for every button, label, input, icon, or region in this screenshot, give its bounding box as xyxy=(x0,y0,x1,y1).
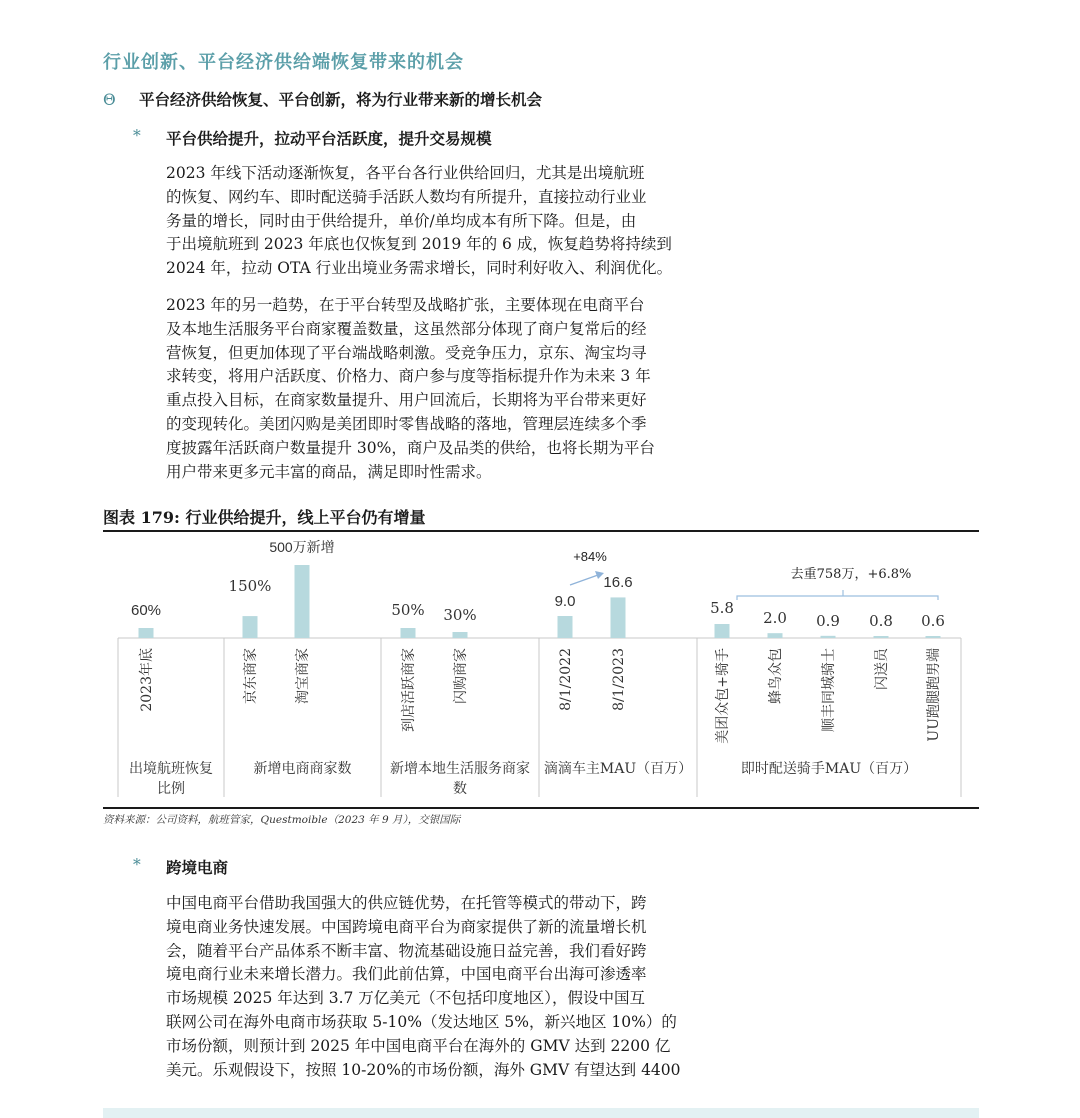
asterisk-bullet-icon: * xyxy=(133,856,141,874)
category-tick-label: 淘宝商家 xyxy=(295,648,311,704)
chart-bar xyxy=(295,565,310,638)
group-label: 新增本地生活服务商家 xyxy=(390,761,530,777)
group-label: 即时配送骑手MAU（百万） xyxy=(740,761,918,777)
bar-value-label: 2.0 xyxy=(763,609,787,627)
para-line: 求转变，将用户活跃度、价格力、商户参与度等指标提升作为未来 3 年 xyxy=(166,367,651,386)
category-tick-label: 8/1/2022 xyxy=(558,648,574,711)
para-line: 营恢复，但更加体现了平台端战略刺激。受竞争压力，京东、淘宝均寻 xyxy=(166,343,647,362)
bar-value-label: 0.9 xyxy=(816,612,840,630)
category-tick-label: 顺丰同城骑士 xyxy=(821,648,837,732)
category-tick-label: UU跑腿跑男端 xyxy=(926,648,942,742)
heading-level2-crossborder xyxy=(133,856,229,878)
section-title: 行业创新、平台经济供给端恢复带来的机会 xyxy=(103,52,464,73)
chart-bar xyxy=(139,628,154,638)
chart-bar xyxy=(768,633,783,638)
bar-value-label: 9.0 xyxy=(554,593,576,610)
group-label: 滴滴车主MAU（百万） xyxy=(543,761,693,777)
theta-bullet-icon: Θ xyxy=(103,91,116,109)
footer-band xyxy=(103,1108,979,1118)
chart-bar xyxy=(926,636,941,638)
bar-value-label: 60% xyxy=(130,602,162,619)
heading-level1-text: 平台经济供给恢复、平台创新，将为行业带来新的增长机会 xyxy=(139,90,543,109)
chart-bar xyxy=(611,597,626,638)
para-line: 2023 年的另一趋势，在于平台转型及战略扩张，主要体现在电商平台 xyxy=(166,296,645,314)
category-tick-label: 到店活跃商家 xyxy=(401,648,417,732)
category-tick-label: 闪购商家 xyxy=(453,648,469,704)
annotation-dedup: 去重758万，+6.8% xyxy=(790,567,912,582)
para-line: 2024 年，拉动 OTA 行业出境业务需求增长，同时利好收入、利润优化。 xyxy=(166,259,673,278)
para-line: 中国电商平台借助我国强大的供应链优势，在托管等模式的带动下，跨 xyxy=(166,894,647,912)
para-line: 的变现转化。美团闪购是美团即时零售战略的落地，管理层连续多个季 xyxy=(166,414,647,433)
heading-level2-crossborder-text: 跨境电商 xyxy=(166,858,229,877)
figure-bottom-rule xyxy=(103,807,979,809)
group-label: 数 xyxy=(453,781,467,797)
chart-bar xyxy=(715,624,730,638)
chart-bar xyxy=(821,636,836,638)
para-line: 于出境航班到 2023 年底也仅恢复到 2019 年的 6 成，恢复趋势将持续到 xyxy=(166,235,672,254)
para-line: 用户带来更多元丰富的商品，满足即时性需求。 xyxy=(166,462,492,481)
annotation-new-merchants: 500万新增 xyxy=(269,539,335,555)
group-label: 新增电商商家数 xyxy=(253,761,352,777)
figure-source: 资料来源：公司资料，航班管家，Questmoible（2023 年 9 月），交银国际 xyxy=(103,814,461,826)
para-line: 境电商业务快速发展。中国跨境电商平台为商家提供了新的流量增长机 xyxy=(166,917,647,936)
para-line: 境电商行业未来增长潜力。我们此前估算，中国电商平台出海可渗透率 xyxy=(166,965,647,984)
para-line: 美元。乐观假设下，按照 10-20%的市场份额，海外 GMV 有望达到 4400 xyxy=(166,1060,681,1079)
chart-bar xyxy=(558,616,573,638)
bar-value-label: 0.6 xyxy=(921,612,945,630)
bar-value-label: 5.8 xyxy=(710,599,734,617)
para-line: 市场规模 2025 年达到 3.7 万亿美元（不包括印度地区），假设中国互 xyxy=(166,989,646,1008)
bar-value-label: 150% xyxy=(228,577,272,595)
para-line: 联网公司在海外电商市场获取 5-10%（发达地区 5%，新兴地区 10%）的 xyxy=(166,1012,677,1031)
para-line: 度披露年活跃商户数量提升 30%，商户及品类的供给，也将长期为平台 xyxy=(166,438,655,457)
para-line: 会，随着平台产品体系不断丰富、物流基础设施日益完善，我们看好跨 xyxy=(166,941,647,960)
para-line: 市场份额，则预计到 2025 年中国电商平台在海外的 GMV 达到 2200 亿 xyxy=(166,1036,671,1055)
category-tick-label: 8/1/2023 xyxy=(611,648,627,711)
bar-value-label: 30% xyxy=(443,606,477,624)
heading-level2-supply-text: 平台供给提升，拉动平台活跃度，提升交易规模 xyxy=(166,129,492,148)
category-tick-label: 蜂鸟众包 xyxy=(768,648,784,704)
bar-value-label: 0.8 xyxy=(869,612,893,630)
para-line: 及本地生活服务平台商家覆盖数量，这虽然部分体现了商户复常后的经 xyxy=(166,319,647,338)
growth-arrow xyxy=(570,575,598,585)
annotation-growth: +84% xyxy=(573,549,607,564)
category-tick-label: 京东商家 xyxy=(243,648,259,704)
chart-bar xyxy=(874,636,889,638)
category-tick-label: 2023年底 xyxy=(139,648,155,712)
chart-bar xyxy=(401,628,416,638)
asterisk-bullet-icon: * xyxy=(133,127,141,145)
chart-bar xyxy=(243,616,258,638)
para-line: 2023 年线下活动逐渐恢复，各平台各行业供给回归，尤其是出境航班 xyxy=(166,164,645,182)
dedup-bracket xyxy=(737,596,938,600)
paragraph-crossborder xyxy=(166,892,738,1082)
category-tick-label: 闪送员 xyxy=(874,648,890,690)
category-tick-label: 美团众包+骑手 xyxy=(715,648,731,744)
group-label: 出境航班恢复 xyxy=(129,761,213,777)
para-line: 的恢复、网约车、即时配送骑手活跃人数均有所提升，直接拉动行业业 xyxy=(166,187,647,206)
figure-title: 图表 179: 行业供给提升，线上平台仍有增量 xyxy=(103,508,426,527)
chart-bar xyxy=(453,632,468,638)
para-line: 重点投入目标，在商家数量提升、用户回流后，长期将为平台带来更好 xyxy=(166,391,647,410)
para-line: 务量的增长，同时由于供给提升，单价/单均成本有所下降。但是，由 xyxy=(166,211,637,230)
bar-value-label: 50% xyxy=(391,601,425,619)
bar-value-label: 16.6 xyxy=(603,574,633,591)
group-label: 比例 xyxy=(157,781,185,797)
